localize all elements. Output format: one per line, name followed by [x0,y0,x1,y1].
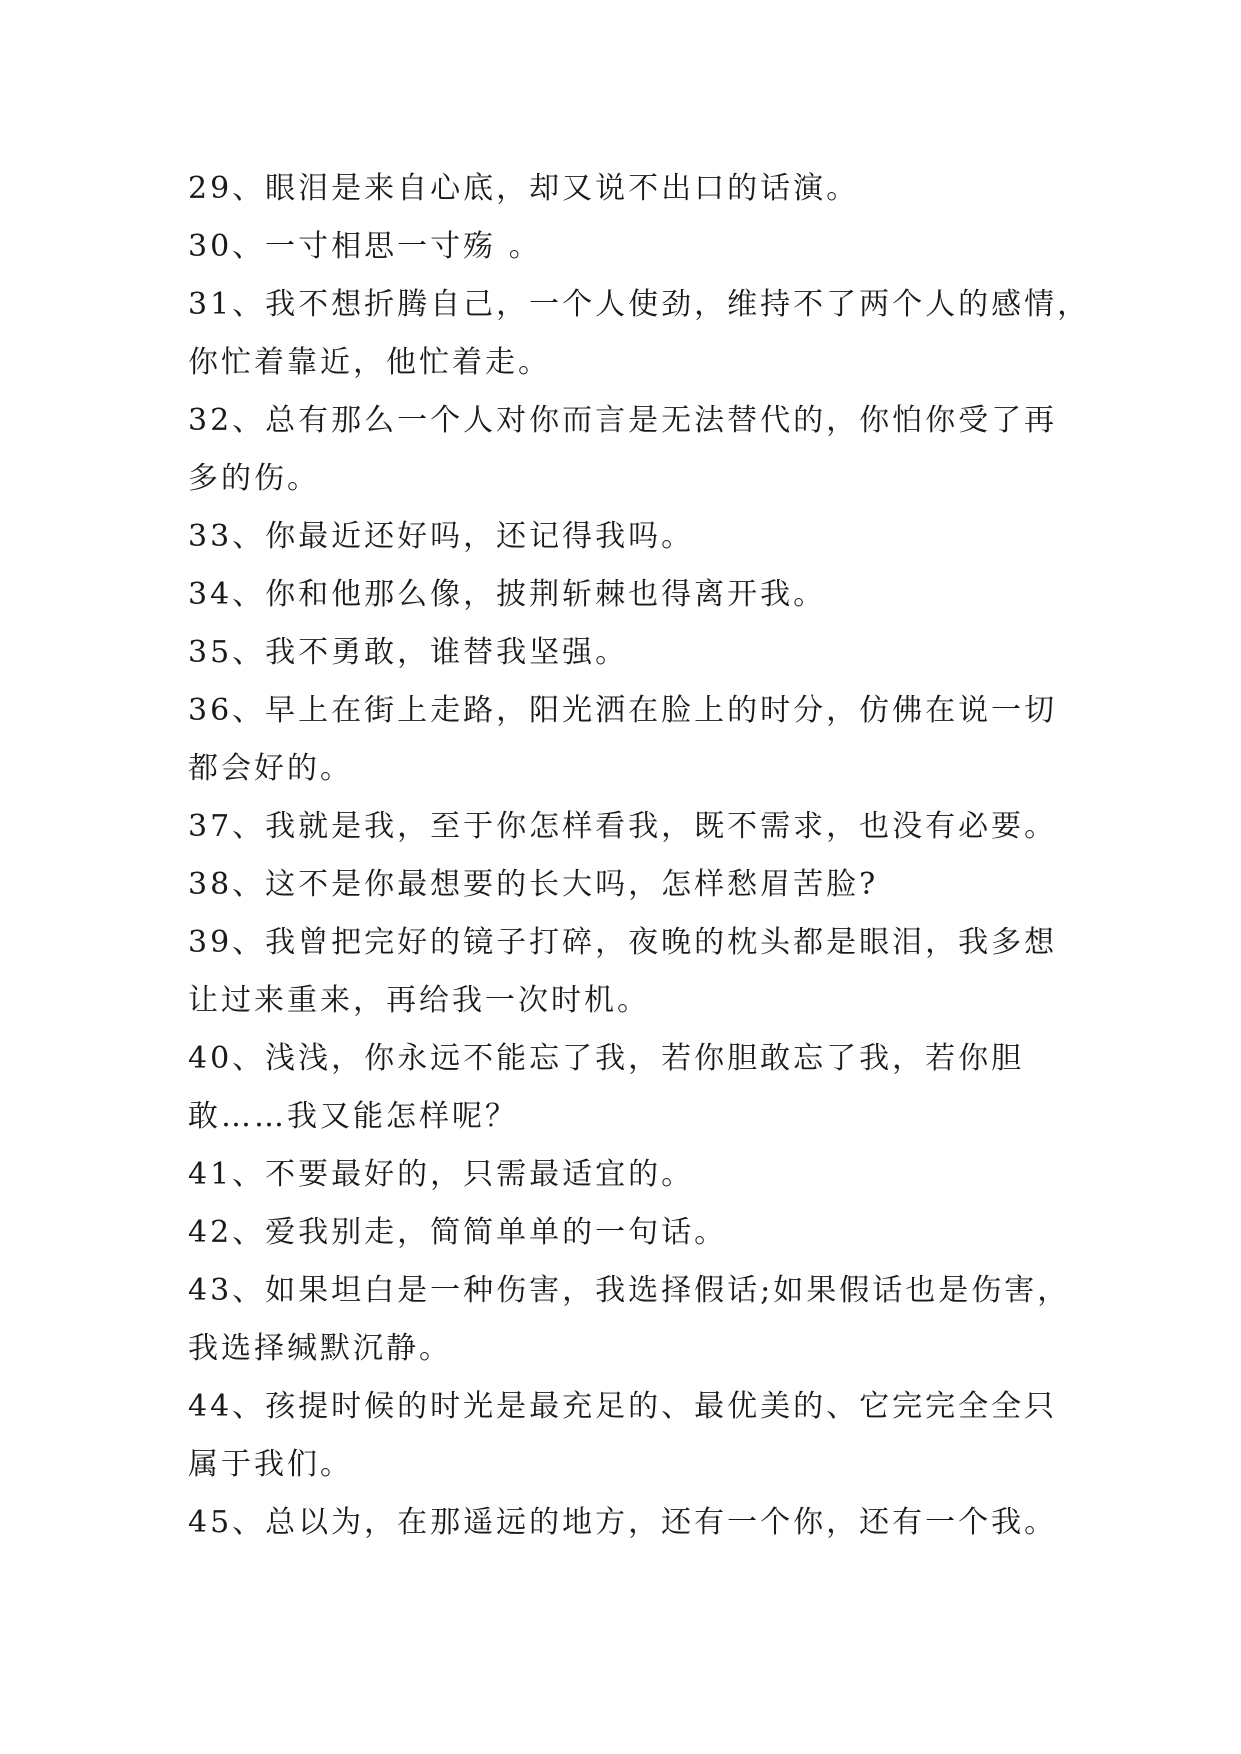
quote-line: 37、我就是我，至于你怎样看我，既不需求，也没有必要。 [188,809,1058,844]
quote-entry [188,624,1088,682]
quote-line: 32、总有那么一个人对你而言是无法替代的，你怕你受了再 [188,403,1058,438]
quote-line: 40、浅浅，你永远不能忘了我，若你胆敢忘了我，若你胆 [188,1041,1025,1076]
quote-entry [188,508,1088,566]
quote-entry [188,566,1088,624]
quote-entry [188,1378,1088,1494]
quote-line: 属于我们。 [188,1447,353,1482]
quote-line: 敢……我又能怎样呢？ [188,1099,518,1134]
quote-entry [188,1030,1088,1146]
quote-entry [188,1494,1088,1552]
quote-entry [188,392,1088,508]
quote-entry [188,682,1088,798]
quote-line: 44、孩提时候的时光是最充足的、最优美的、它完完全全只 [188,1389,1058,1424]
quote-entry [188,1204,1088,1262]
quote-entry [188,1146,1088,1204]
quote-entry [188,276,1091,392]
quote-line: 多的伤。 [188,461,320,496]
quote-line: 39、我曾把完好的镜子打碎，夜晚的枕头都是眼泪，我多想 [188,925,1058,960]
quote-line: 29、眼泪是来自心底，却又说不出口的话演。 [188,171,860,206]
quote-entry [188,798,1088,856]
quote-line: 33、你最近还好吗，还记得我吗。 [188,519,695,554]
quote-entry [188,856,1088,914]
quote-entry [188,1262,1088,1378]
quote-entry [188,218,1088,276]
quote-list [188,160,1091,1552]
quote-line: 36、早上在街上走路，阳光洒在脸上的时分，仿佛在说一切 [188,693,1058,728]
quote-line: 都会好的。 [188,751,353,786]
quote-line: 你忙着靠近，他忙着走。 [188,345,551,380]
quote-line: 30、一寸相思一寸殇 。 [188,229,542,264]
quote-line: 34、你和他那么像，披荆斩棘也得离开我。 [188,577,827,612]
quote-line: 38、这不是你最想要的长大吗，怎样愁眉苦脸? [188,867,879,902]
quote-line: 让过来重来，再给我一次时机。 [188,983,650,1018]
quote-entry [188,160,1088,218]
quote-line: 45、总以为，在那遥远的地方，还有一个你，还有一个我。 [188,1505,1058,1540]
quote-line: 43、如果坦白是一种伤害，我选择假话;如果假话也是伤害， [188,1273,1071,1308]
quote-line: 我选择缄默沉静。 [188,1331,452,1366]
quote-line: 31、我不想折腾自己，一个人使劲，维持不了两个人的感情， [188,287,1091,322]
quote-line: 42、爱我别走，简简单单的一句话。 [188,1215,728,1250]
quote-line: 35、我不勇敢，谁替我坚强。 [188,635,629,670]
quote-line: 41、不要最好的，只需最适宜的。 [188,1157,695,1192]
quote-entry [188,914,1088,1030]
